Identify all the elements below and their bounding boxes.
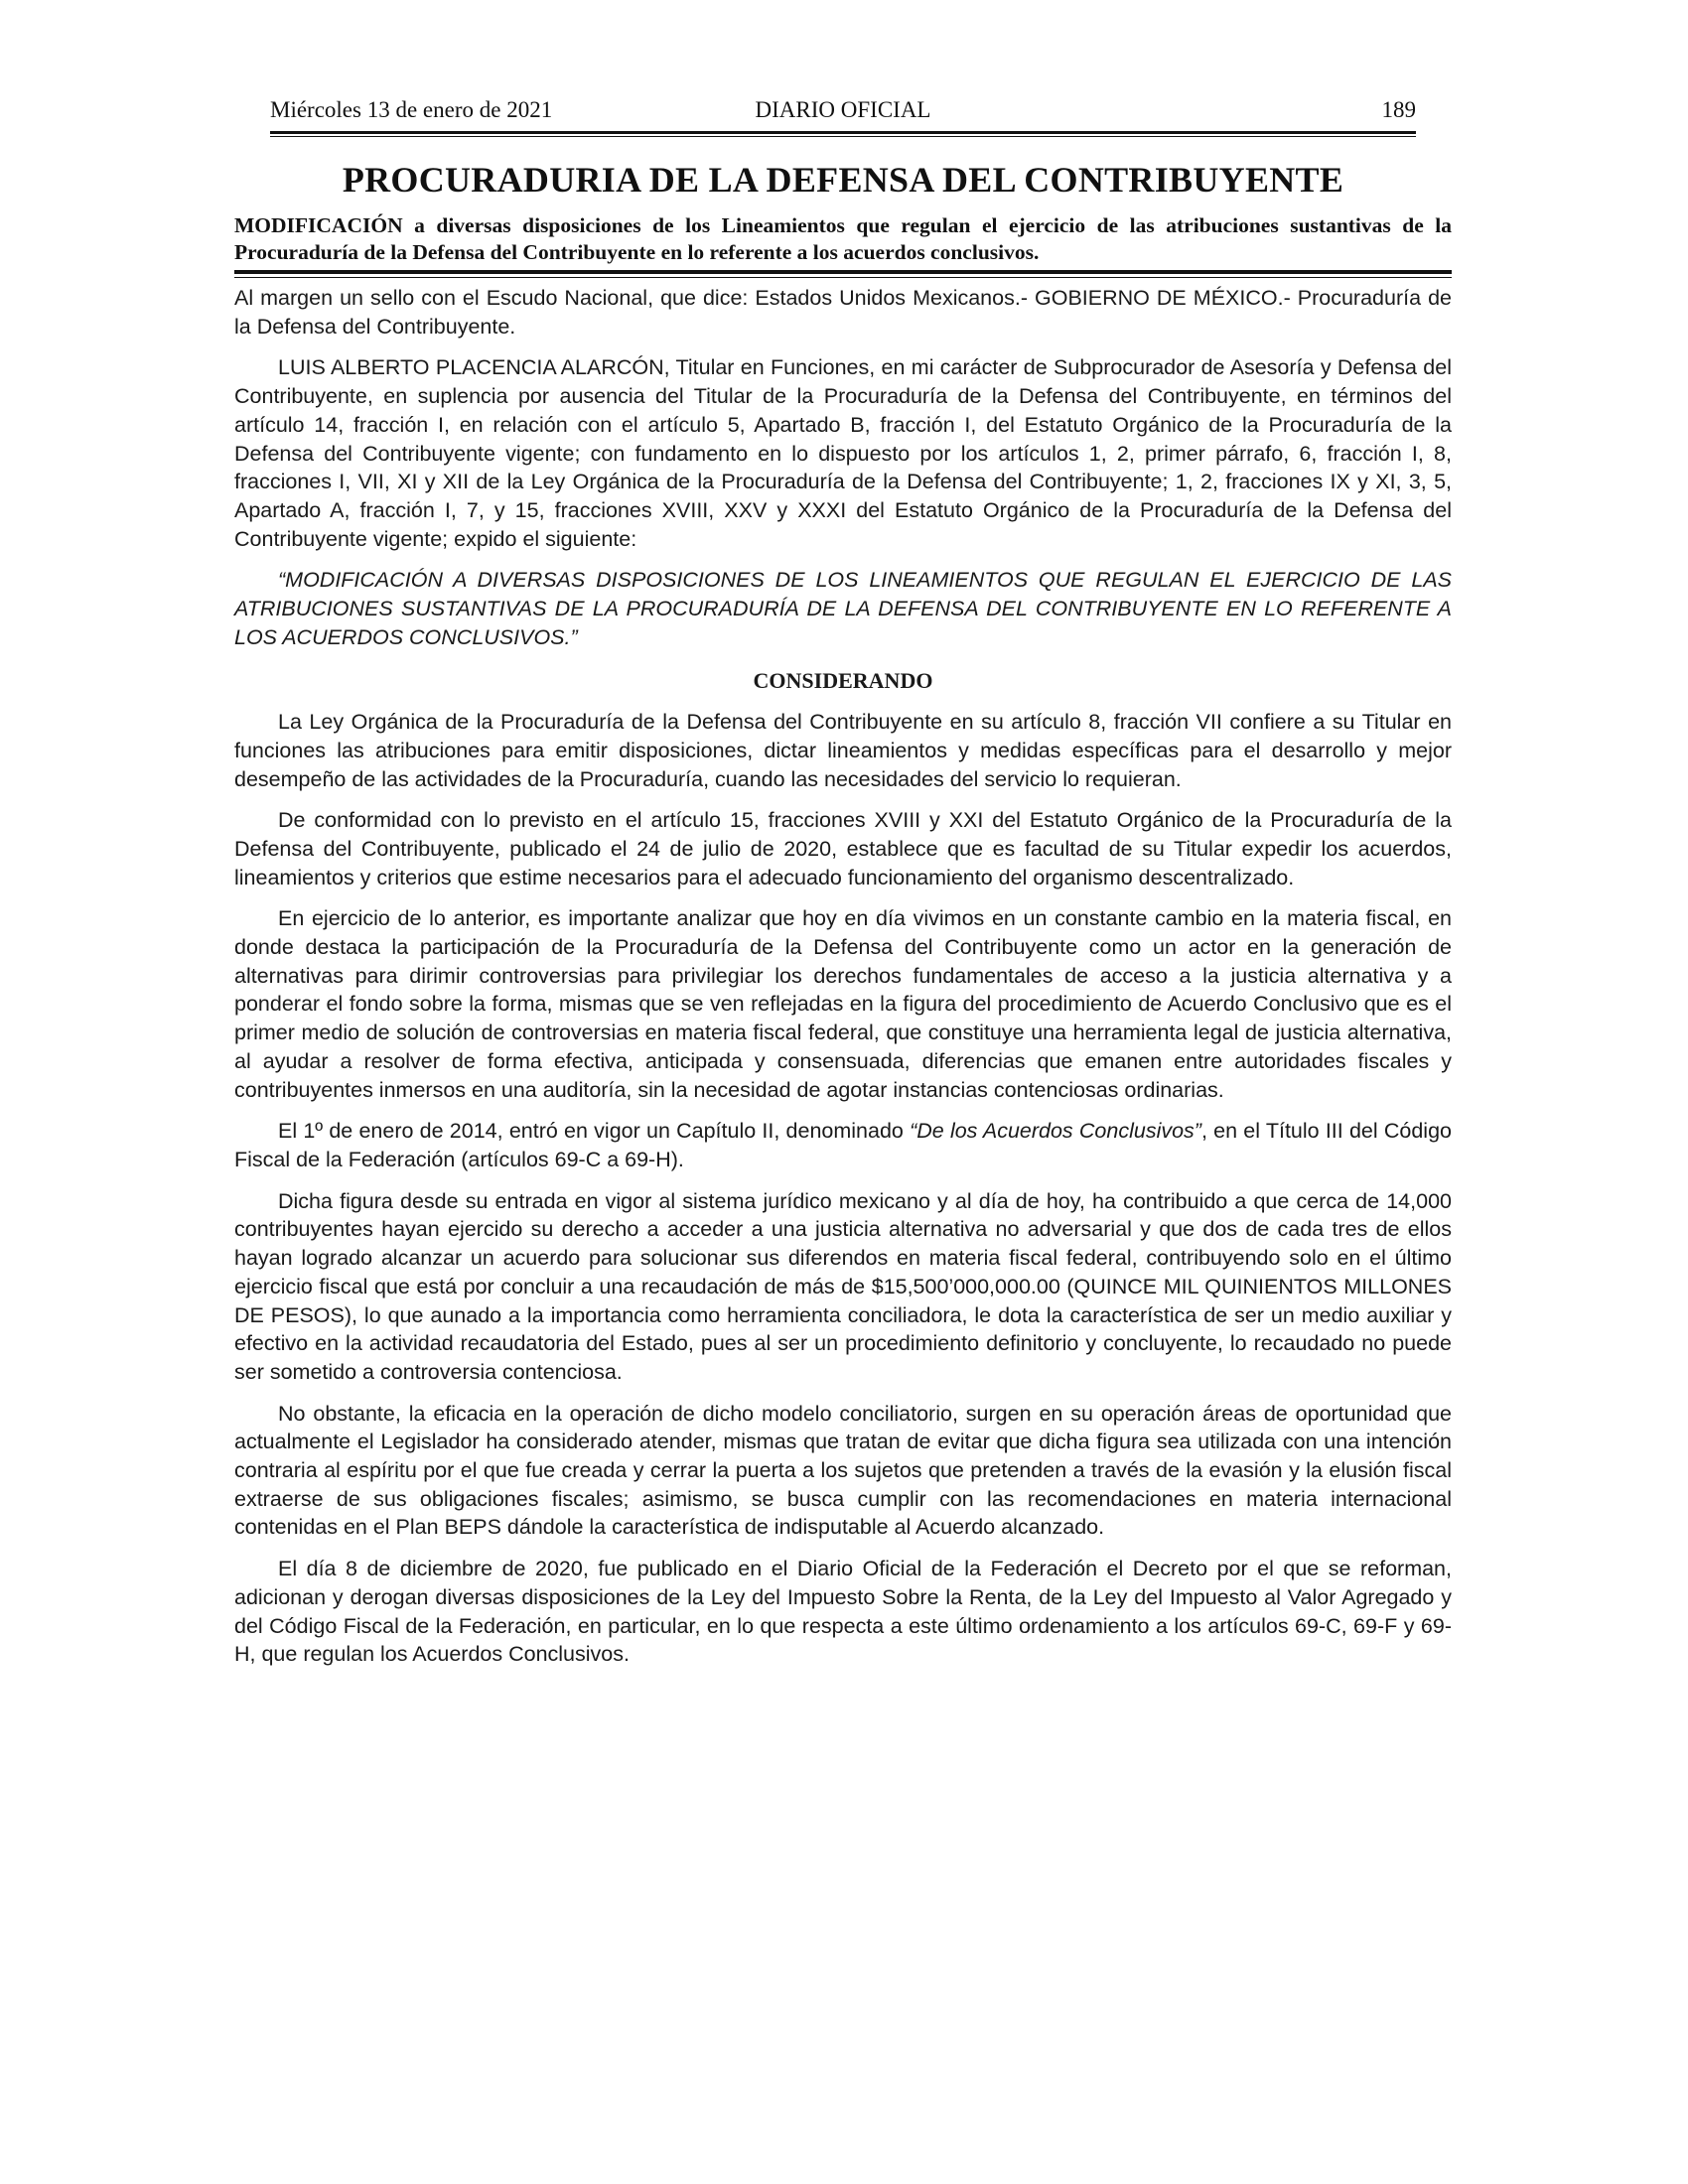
document-page [234,91,1452,1682]
paragraph: La Ley Orgánica de la Procuraduría de la Defensa del Contribuyente en su artículo 8, fracción VII confiere a su Titular en funciones las atribuciones para emitir disposiciones, dictar lineamientos y medidas específicas para el desarrollo y mejor desempeño de las actividades de la Procuraduría, cuando las necesidades del servicio lo requieran. [234,710,1452,791]
header-publication: DIARIO OFICIAL [755,97,931,122]
seal-note: Al margen un sello con el Escudo Nacional, que dice: Estados Unidos Mexicanos.- GOBIERNO DE MÉXICO.- Procuraduría de la Defensa del Contribuyente. [234,286,1452,339]
paragraph-text: , en el Título III del Código Fiscal de la Federación (artículos 69-C a 69-H). [234,1119,1452,1171]
header-divider [270,131,1416,137]
title-divider [234,270,1452,278]
paragraph [234,1117,1452,1173]
paragraph: De conformidad con lo previsto en el artículo 15, fracciones XVIII y XXI del Estatuto Orgánico de la Procuraduría de la Defensa del Contribuyente, publicado el 24 de julio de 2020, establece que es facultad de su Titular expedir los acuerdos, lineamientos y criterios que estime necesarios para el adecuado funcionamiento del organismo descentralizado. [234,808,1452,889]
section-title: PROCURADURIA DE LA DEFENSA DEL CONTRIBUYENTE [342,160,1344,200]
document-title: MODIFICACIÓN a diversas disposiciones de los Lineamientos que regulan el ejercicio de las atribuciones sustantivas de la Procuraduría de la Defensa del Contribuyente en lo referente a los acuerdos conclusivos. [234,213,1452,264]
preamble-paragraph: LUIS ALBERTO PLACENCIA ALARCÓN, Titular en Funciones, en mi carácter de Subprocurador de Asesoría y Defensa del Contribuyente, en suplencia por ausencia del Titular de la Procuraduría de la Defensa del Contribuyente, en términos del artículo 14, fracción I, en relación con el artículo 5, Apartado B, fracción I, del Estatuto Orgánico de la Procuraduría de la Defensa del Contribuyente vigente; con fundamento en lo dispuesto por los artículos 1, 2, primer párrafo, 6, fracción I, 8, fracciones I, VII, XI y XII de la Ley Orgánica de la Procuraduría de la Defensa del Contribuyente; 1, 2, fracciones IX y XI, 3, 5, Apartado A, fracción I, 7, y 15, fracciones XVIII, XXV y XXXI del Estatuto Orgánico de la Procuraduría de la Defensa del Contribuyente vigente; expido el siguiente: [234,355,1452,551]
quoted-title: “MODIFICACIÓN A DIVERSAS DISPOSICIONES DE LOS LINEAMIENTOS QUE REGULAN EL EJERCICIO DE LAS ATRIBUCIONES SUSTANTIVAS DE LA PROCURADURÍA DE LA DEFENSA DEL CONTRIBUYENTE EN LO REFERENTE A LOS ACUERDOS CONCLUSIVOS.” [234,568,1452,649]
header-date: Miércoles 13 de enero de 2021 [270,97,553,122]
running-header [234,91,1452,129]
paragraph: En ejercicio de lo anterior, es importante analizar que hoy en día vivimos en un constante cambio en la materia fiscal, en donde destaca la participación de la Procuraduría de la Defensa del Contribuyente como un actor en la generación de alternativas para dirimir controversias para privilegiar los derechos fundamentales de acceso a la justicia alternativa y a ponderar el fondo sobre la forma, mismas que se ven reflejadas en la figura del procedimiento de Acuerdo Conclusivo que es el primer medio de solución de controversias en materia fiscal federal, que constituye una herramienta legal de justicia alternativa, al ayudar a resolver de forma efectiva, anticipada y consensuada, diferencias que emanen entre autoridades fiscales y contribuyentes inmersos en una auditoría, sin la necesidad de agotar instancias contenciosas ordinarias. [234,906,1452,1102]
header-page-number: 189 [1381,97,1416,122]
paragraph: No obstante, la eficacia en la operación de dicho modelo conciliatorio, surgen en su operación áreas de oportunidad que actualmente el Legislador ha considerado atender, mismas que tratan de evitar que dicha figura sea utilizada con una intención contraria al espíritu por el que fue creada y cerrar la puerta a los sujetos que pretenden a través de la evasión y la elusión fiscal extraerse de sus obligaciones fiscales; asimismo, se busca cumplir con las recomendaciones en materia internacional contenidas en el Plan BEPS dándole la característica de indisputable al Acuerdo alcanzado. [234,1401,1452,1540]
chapter-name: “De los Acuerdos Conclusivos” [910,1119,1201,1144]
paragraph-text: El 1º de enero de 2014, entró en vigor un Capítulo II, denominado [278,1119,911,1144]
document-body [234,284,1452,1669]
considerando-heading: CONSIDERANDO [753,668,933,694]
paragraph: Dicha figura desde su entrada en vigor al sistema jurídico mexicano y al día de hoy, ha contribuido a que cerca de 14,000 contribuyentes hayan ejercido su derecho a acceder a una justicia alternativa no adversarial y que dos de cada tres de ellos hayan logrado alcanzar un acuerdo para solucionar sus diferendos en materia fiscal federal, contribuyendo solo en el último ejercicio fiscal que está por concluir a una recaudación de más de $15,500’000,000.00 (QUINCE MIL QUINIENTOS MILLONES DE PESOS), lo que aunado a la importancia como herramienta conciliadora, le dota la característica de ser un medio auxiliar y efectivo en la actividad recaudatoria del Estado, pues al ser un procedimiento definitorio y concluyente, lo recaudado no puede ser sometido a controversia contenciosa. [234,1188,1452,1384]
paragraph: El día 8 de diciembre de 2020, fue publicado en el Diario Oficial de la Federación el Decreto por el que se reforman, adicionan y derogan diversas disposiciones de la Ley del Impuesto Sobre la Renta, de la Ley del Impuesto al Valor Agregado y del Código Fiscal de la Federación, en particular, en lo que respecta a este último ordenamiento a los artículos 69-C, 69-F y 69-H, que regulan los Acuerdos Conclusivos. [234,1557,1452,1667]
